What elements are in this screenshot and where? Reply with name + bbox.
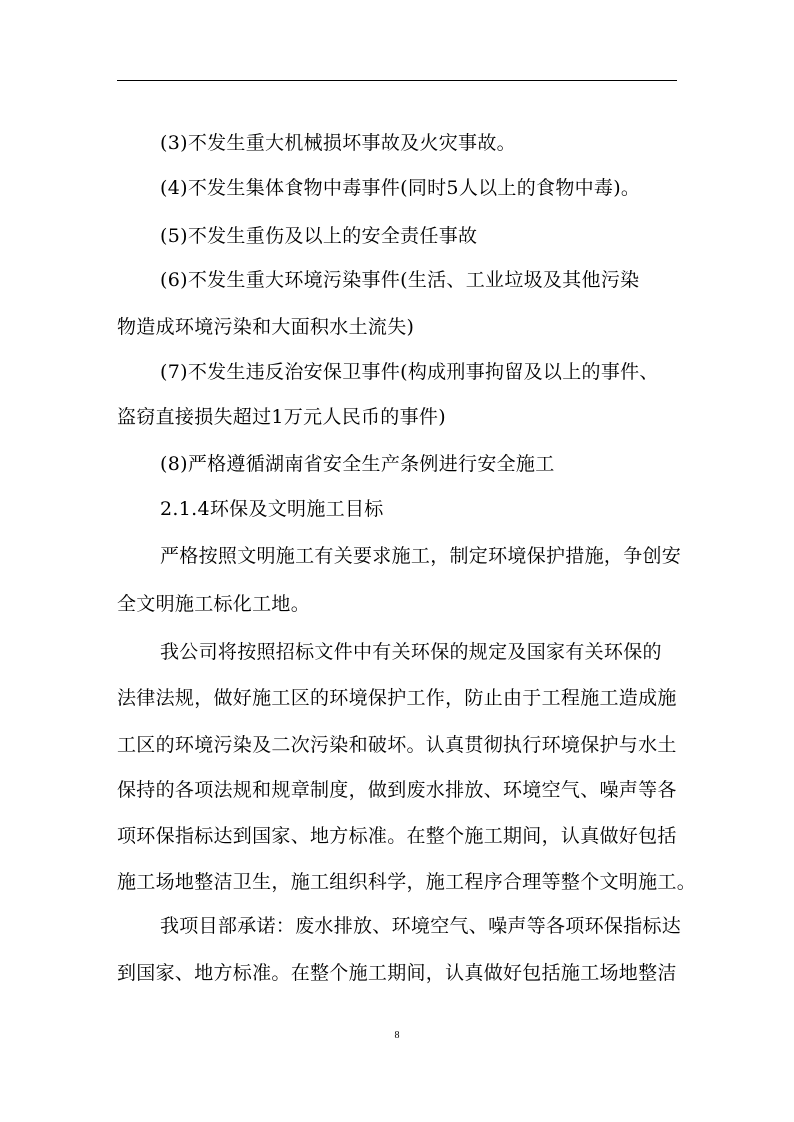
text-line: 工区的环境污染及二次污染和破坏。认真贯彻执行环境保护与水土 [117,734,677,756]
text-line: 施工场地整洁卫生，施工组织科学，施工程序合理等整个文明施工。 [117,871,697,893]
text-line: (3)不发生重大机械损坏事故及火灾事故。 [160,132,516,154]
header-rule [117,80,677,81]
text-line: (5)不发生重伤及以上的安全责任事故 [160,225,478,247]
text-line: 我项目部承诺：废水排放、环境空气、噪声等各项环保指标达 [160,915,682,937]
text-line: 严格按照文明施工有关要求施工，制定环境保护措施，争创安 [160,545,682,567]
text-line: (8)严格遵循湖南省安全生产条例进行安全施工 [160,453,555,475]
text-line: 项环保指标达到国家、地方标准。在整个施工期间，认真做好包括 [117,825,677,847]
text-line: (4)不发生集体食物中毒事件(同时5人以上的食物中毒)。 [160,177,641,199]
text-line: 保持的各项法规和规章制度，做到废水排放、环境空气、噪声等各 [117,779,677,801]
text-line: (7)不发生违反治安保卫事件(构成刑事拘留及以上的事件、 [160,361,659,383]
text-line: 法律法规，做好施工区的环境保护工作，防止由于工程施工造成施 [117,687,677,709]
text-line: 全文明施工标化工地。 [117,593,311,615]
text-line: (6)不发生重大环境污染事件(生活、工业垃圾及其他污染 [160,269,640,291]
section-heading: 2.1.4环保及文明施工目标 [160,498,384,520]
text-line: 盗窃直接损失超过1万元人民币的事件) [117,406,446,428]
text-line: 到国家、地方标准。在整个施工期间，认真做好包括施工场地整洁 [117,962,677,984]
page-number: 8 [394,1030,400,1041]
text-line: 物造成环境污染和大面积水土流失) [117,316,415,338]
text-line: 我公司将按照招标文件中有关环保的规定及国家有关环保的 [160,641,662,663]
